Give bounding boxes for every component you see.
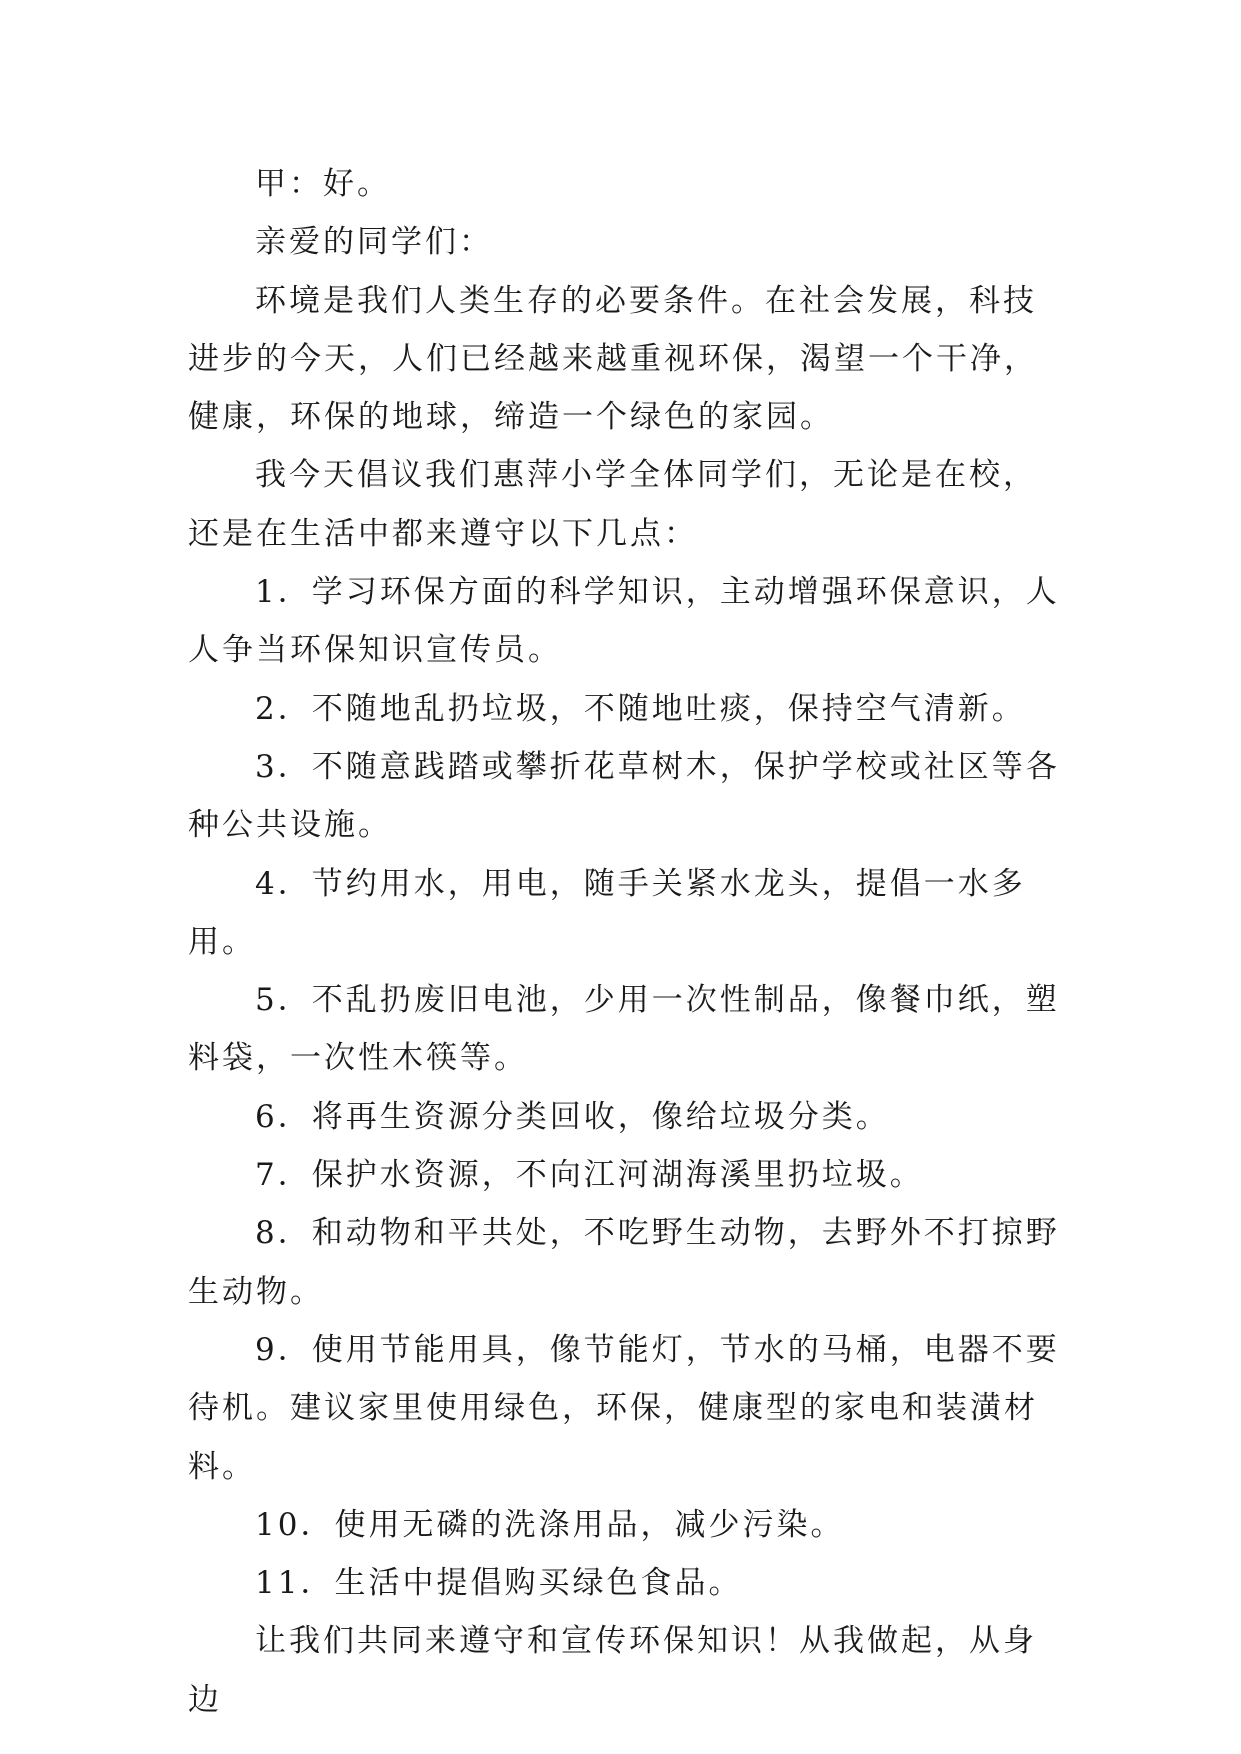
list-item: 6．将再生资源分类回收，像给垃圾分类。 bbox=[255, 1098, 890, 1135]
list-item: 5．不乱扔废旧电池，少用一次性制品，像餐巾纸，塑料袋，一次性木筷等。 bbox=[188, 982, 1060, 1077]
list-item: 10．使用无磷的洗涤用品，减少污染。 bbox=[255, 1506, 845, 1543]
dialogue-line: 甲：好。 bbox=[255, 166, 391, 202]
proposal-paragraph: 我今天倡议我们惠萍小学全体同学们，无论是在校，还是在生活中都来遵守以下几点： bbox=[188, 457, 1037, 552]
intro-paragraph: 环境是我们人类生存的必要条件。在社会发展，科技进步的今天，人们已经越来越重视环保，渴望一个干净，健康，环保的地球，缔造一个绿色的家园。 bbox=[188, 282, 1038, 436]
list-item: 8．和动物和平共处，不吃野生动物，去野外不打掠野生动物。 bbox=[188, 1215, 1060, 1310]
list-item: 9．使用节能用具，像节能灯，节水的马桶，电器不要待机。建议家里使用绿色，环保，健康型的家电和装潢材料。 bbox=[188, 1331, 1060, 1485]
list-item: 4．节约用水，用电，随手关紧水龙头，提倡一水多用。 bbox=[188, 865, 1026, 960]
closing-paragraph: 让我们共同来遵守和宣传环保知识！从我做起，从身边 bbox=[188, 1623, 1037, 1718]
list-item: 2．不随地乱扔垃圾，不随地吐痰，保持空气清新。 bbox=[255, 690, 1026, 727]
list-item: 3．不随意践踏或攀折花草树木，保护学校或社区等各种公共设施。 bbox=[188, 748, 1060, 844]
list-item: 11．生活中提倡购买绿色食品。 bbox=[255, 1565, 743, 1602]
document-body bbox=[188, 155, 1068, 1729]
list-item: 7．保护水资源，不向江河湖海溪里扔垃圾。 bbox=[255, 1157, 924, 1194]
salutation: 亲爱的同学们： bbox=[255, 224, 493, 261]
list-item: 1．学习环保方面的科学知识，主动增强环保意识，人人争当环保知识宣传员。 bbox=[188, 574, 1060, 669]
